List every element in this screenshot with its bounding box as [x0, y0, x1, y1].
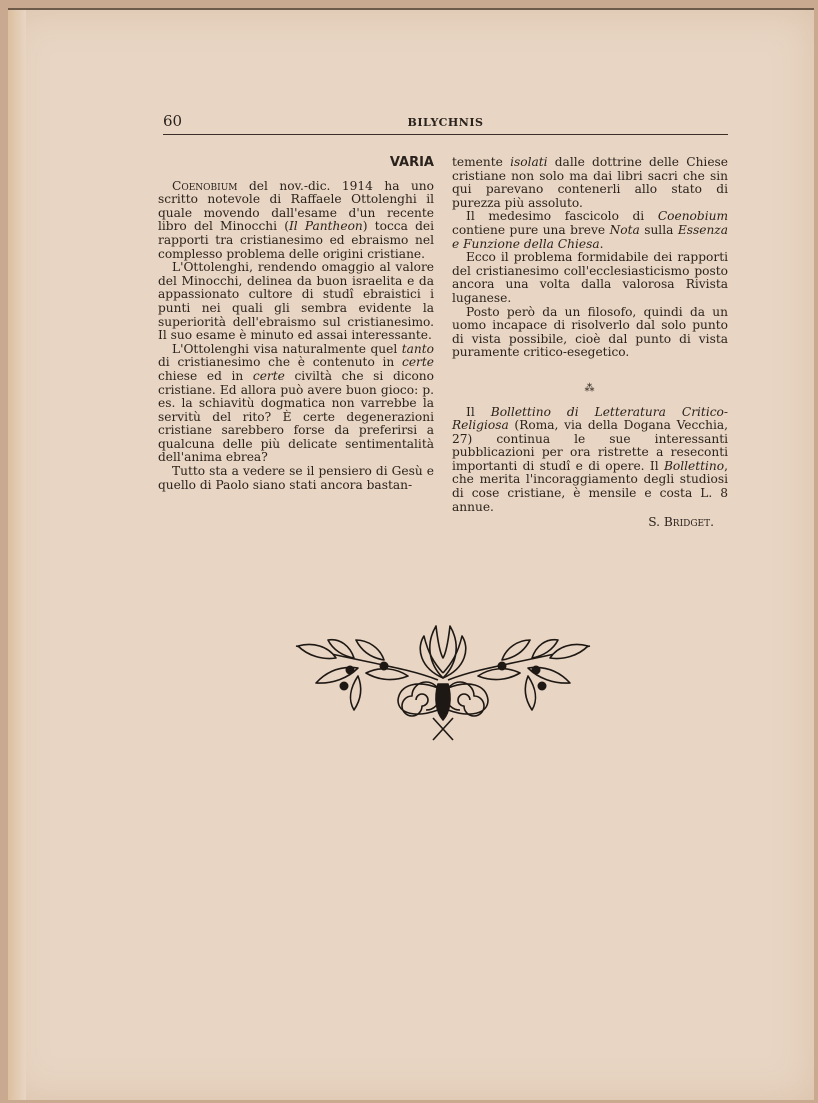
text: L'Ottolenghi visa naturalmente quel [172, 341, 402, 356]
italic-text: certe [252, 368, 285, 383]
right-column [452, 156, 728, 530]
left-column [158, 156, 434, 492]
paragraph: L'Ottolenghi, rendendo omaggio al valore del Minocchi, delinea da buon israelita e da appassionato cultore di studî ebraistici i punti nei quali gli sembra evidente la superiorità dell'ebraismo sul cristianesimo. Il suo esame è minuto ed assai interessante. [158, 260, 434, 343]
paragraph: Posto però da un filosofo, quindi da un uomo incapace di risolverlo dal solo punto di vista possibile, cioè dal punto di vista puramente critico-esegetico. [452, 304, 728, 360]
text: Il medesimo fascicolo di [466, 209, 658, 224]
text: ) tocca dei rapporti tra cristianesimo ed ebraismo nel complesso problema delle origini cristiane. [158, 219, 434, 261]
paragraph [452, 156, 728, 210]
floral-ornament-icon [288, 618, 598, 748]
page-header [163, 112, 728, 135]
paragraph: Ecco il problema formidabile dei rapporti del cristianesimo coll'ecclesiasticismo posto ancora una volta dalla valorosa Rivista luganese. [452, 250, 728, 305]
italic-text: Bollettino di Letteratura Critico-Religiosa [452, 404, 729, 433]
text: chiese ed in [158, 368, 253, 383]
text: . [599, 236, 604, 251]
text: temente [452, 155, 511, 169]
paragraph [158, 180, 434, 262]
text: Il [466, 404, 491, 419]
journal-name: Coenobium [172, 178, 238, 193]
text: civiltà che si dicono cristiane. Ed allora può avere buon gioco: p. es. la schiavitù dogmatica non varrebbe la servitù del rito? È certe degenerazioni cristiane sarebbero forse da preferirsi a qualcuna delle più delicate sentimentalità dell'anima ebrea? [158, 368, 434, 465]
italic-text: certe [402, 355, 434, 370]
italic-text: isolati [510, 155, 548, 169]
text: del nov.-dic. 1914 ha uno scritto notevole di Raffaele Ottolenghi il quale movendo dall'esame d'un recente libro del Minocchi ( [158, 178, 434, 234]
paragraph: Tutto sta a vedere se il pensiero di Gesù e quello di Paolo siano stati ancora bastan- [158, 464, 434, 492]
paragraph [158, 343, 434, 465]
asterism-separator: ⁂ [584, 382, 596, 394]
author-signature: S. Bridget. [648, 515, 714, 530]
text: contiene pure una breve [452, 222, 610, 237]
italic-text: Nota [609, 222, 640, 237]
italic-text: Essenza e Funzione della Chiesa [452, 222, 728, 251]
text: dalle dottrine delle Chiese cristiane non solo ma dai libri sacri che sin qui parevano contenerli allo stato di purezza più assoluto. [452, 155, 728, 210]
text: sulla [639, 222, 678, 237]
paragraph [452, 210, 728, 251]
page-number: 60 [163, 112, 183, 130]
text: , che merita l'incoraggiamento degli studiosi di cose cristiane, è mensile e costa L. 8 annue. [452, 458, 728, 514]
text: (Roma, via della Dogana Vecchia, 27) continua le sue interessanti pubblicazioni per ora ristrette a reseconti importanti di studî e di opere. Il [452, 418, 728, 473]
page-spine-shadow [8, 10, 26, 1100]
italic-text: tanto [401, 341, 434, 356]
italic-text: Bollettino [663, 458, 725, 473]
running-title: BILYCHNIS [407, 116, 484, 129]
text: di cristianesimo che è contenuto in [158, 355, 403, 370]
section-title: VARIA [389, 155, 434, 170]
italic-text: Coenobium [657, 209, 728, 224]
book-title: Il Pantheon [288, 219, 363, 234]
paragraph [452, 406, 728, 515]
